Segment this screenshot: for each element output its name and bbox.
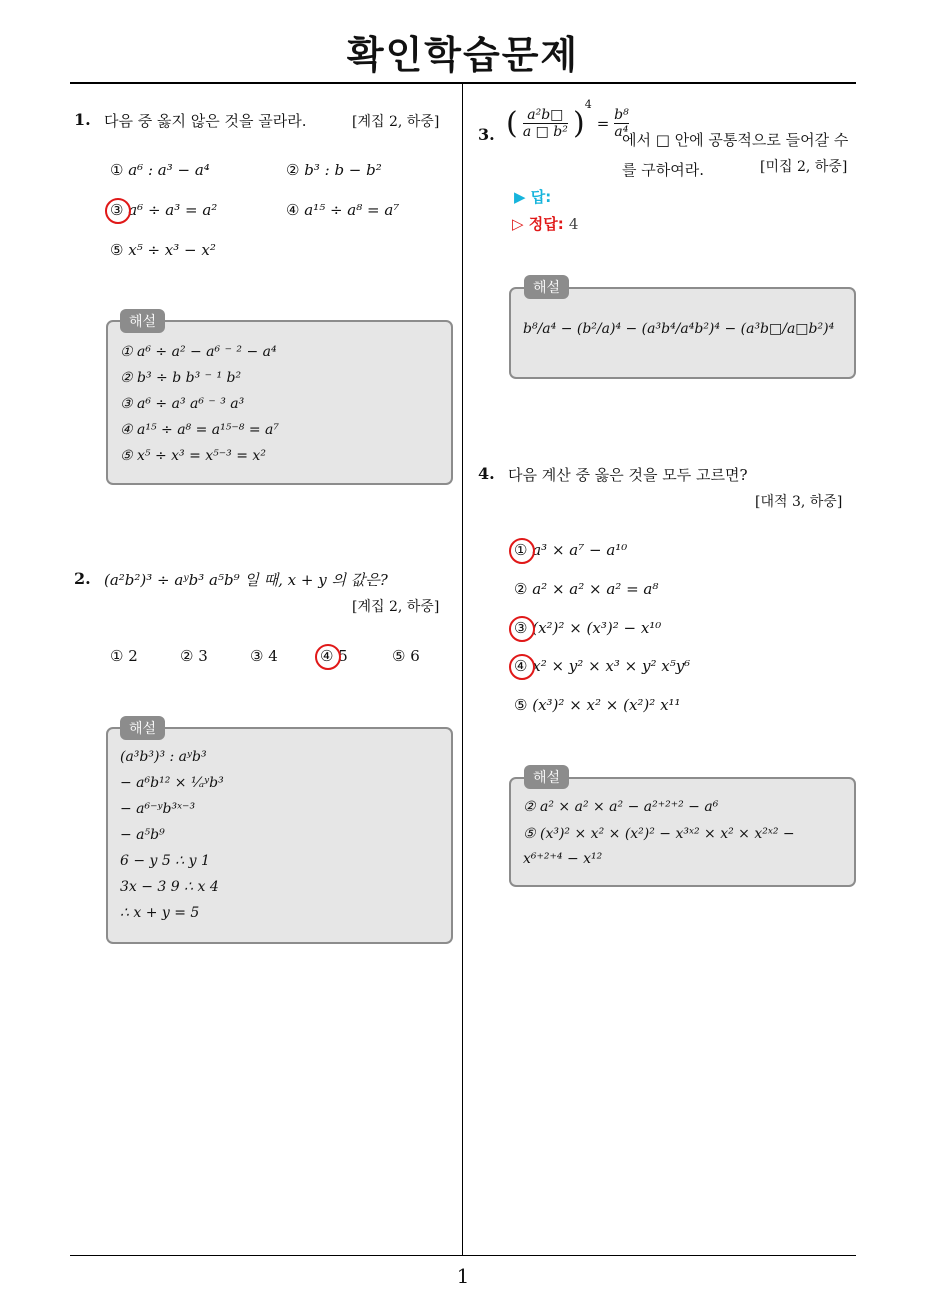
q2-number: 2. <box>74 569 91 588</box>
choice-mark: ② <box>180 647 194 665</box>
page-title: 확인학습문제 <box>346 33 580 77</box>
q3-exponent: 4 <box>584 97 592 111</box>
choice-expr: a⁶ ÷ a³ = a² <box>128 201 218 219</box>
choice-mark: ⑤ <box>110 241 124 259</box>
q1-explanation-box <box>106 320 453 485</box>
choice-mark: ② <box>286 161 300 179</box>
choice-value: 4 <box>268 647 278 665</box>
choice-mark: ③ <box>250 647 264 665</box>
correct-label: ▷ 정답: <box>512 215 564 233</box>
q2-choice-1[interactable] <box>110 647 138 665</box>
explanation-line: − a⁶⁻ʸb³ˣ⁻³ <box>120 801 196 817</box>
q2-explanation-label: 해설 <box>120 716 165 740</box>
bottom-rule <box>70 1255 856 1256</box>
choice-value: 6 <box>410 647 420 665</box>
explanation-line: ⑤ (x³)² × x² × (x²)² − x³ˣ² × x² × x²ˣ² − <box>523 826 795 842</box>
choice-mark: ① <box>110 647 124 665</box>
q3-correct-answer <box>512 213 578 234</box>
q3-explanation-label: 해설 <box>524 275 569 299</box>
q4-number: 4. <box>478 464 495 483</box>
q1-choice-5[interactable] <box>110 241 216 259</box>
q1-choice-1[interactable] <box>110 161 210 179</box>
explanation-line: ② b³ ÷ b b³ ⁻ ¹ b² <box>120 370 242 386</box>
q4-tag: [대적 3, 하중] <box>755 494 843 510</box>
q4-choice-5[interactable] <box>514 696 681 714</box>
choice-expr: x⁵ ÷ x³ − x² <box>128 241 216 259</box>
q3-number: 3. <box>478 125 495 144</box>
page-number: 1 <box>456 1264 470 1288</box>
choice-mark: ② <box>514 580 528 598</box>
q3-lhs-fraction <box>523 107 568 140</box>
q1-choice-3[interactable] <box>110 201 217 219</box>
q3-tag: [미집 2, 하중] <box>760 159 848 175</box>
selected-choice-mark: ③ <box>514 619 528 637</box>
q3-equation: ( $\frac{\text{a²b□}}{\text{a □ b²}}$ )$^4$ = $\frac{\text{b⁸}}{\text{a⁴}}$ <box>506 97 629 141</box>
choice-expr: a¹⁵ ÷ a⁸ = a⁷ <box>304 201 400 219</box>
top-rule <box>70 82 856 84</box>
explanation-line: x⁶⁺²⁺⁴ − x¹² <box>523 851 603 867</box>
q2-text: (a²b²)³ ÷ aʸb³ a⁵b⁹ 일 때, x + y 의 값은? <box>104 571 388 589</box>
q2-choice-2[interactable] <box>180 647 208 665</box>
q3-text: 에서 □ 안에 공통적으로 들어갈 수를 구하여라. <box>622 131 849 179</box>
q4-choice-3[interactable] <box>514 619 661 637</box>
q2-tag: [계집 2, 하중] <box>352 599 440 615</box>
explanation-line: 6 − y 5 ∴ y 1 <box>120 853 210 869</box>
q2-explanation-box <box>106 727 453 944</box>
choice-value: 2 <box>128 647 138 665</box>
choice-mark: ① <box>110 161 124 179</box>
choice-expr: a⁶ : a³ − a⁴ <box>128 161 210 179</box>
explanation-line: 3x − 3 9 ∴ x 4 <box>120 879 219 895</box>
explanation-line: b⁸/a⁴ − (b²/a)⁴ − (a³b⁴/a⁴b²)⁴ − (a³b□/a□b²)⁴ <box>523 321 835 337</box>
q3-explanation-box <box>509 287 856 379</box>
q2-choice-3[interactable] <box>250 647 278 665</box>
q1-tag: [계집 2, 하중] <box>352 114 440 130</box>
q1-explanation-label: 해설 <box>120 309 165 333</box>
explanation-line: (a³b³)³ : aʸb³ <box>120 749 207 765</box>
choice-value: 3 <box>198 647 208 665</box>
q3-lhs-denominator: a □ b² <box>522 124 568 140</box>
q4-explanation-label: 해설 <box>524 765 569 789</box>
selected-choice-mark: ③ <box>110 201 124 219</box>
choice-expr: b³ : b − b² <box>304 161 382 179</box>
choice-mark: ⑤ <box>392 647 406 665</box>
q4-explanation-box <box>509 777 856 887</box>
choice-mark: ⑤ <box>514 696 528 714</box>
q3-lhs-numerator: a²b□ <box>527 107 564 123</box>
choice-mark: ④ <box>286 201 300 219</box>
choice-value: 5 <box>338 647 348 665</box>
q3-answer-label: ▶ 답: <box>514 188 552 206</box>
selected-choice-mark: ④ <box>514 657 528 675</box>
choice-expr: a³ × a⁷ − a¹⁰ <box>532 541 628 559</box>
explanation-line: − a⁵b⁹ <box>120 827 165 843</box>
q3-rhs-denominator: a⁴ <box>614 124 629 140</box>
selected-choice-mark: ① <box>514 541 528 559</box>
explanation-line: ⑤ x⁵ ÷ x³ = x⁵⁻³ = x² <box>120 448 266 464</box>
q4-text: 다음 계산 중 옳은 것을 모두 고르면? <box>508 466 748 484</box>
selected-choice-mark: ④ <box>320 647 334 665</box>
q4-choice-4[interactable] <box>514 657 690 675</box>
choice-expr: a² × a² × a² = a⁸ <box>532 580 659 598</box>
choice-expr: (x²)² × (x³)² − x¹⁰ <box>532 619 662 637</box>
choice-expr: (x³)² × x² × (x²)² x¹¹ <box>532 696 681 714</box>
explanation-line: − a⁶b¹² × ¹⁄ₐʸb³ <box>120 775 224 791</box>
explanation-line: ∴ x + y = 5 <box>120 905 200 921</box>
explanation-line: ③ a⁶ ÷ a³ a⁶ ⁻ ³ a³ <box>120 396 245 412</box>
explanation-line: ② a² × a² × a² − a²⁺²⁺² − a⁶ <box>523 799 719 815</box>
choice-expr: x² × y² × x³ × y² x⁵y⁶ <box>532 657 691 675</box>
explanation-line: ① a⁶ ÷ a² − a⁶ ⁻ ² − a⁴ <box>120 344 277 360</box>
q1-number: 1. <box>74 110 91 129</box>
q4-choice-1[interactable] <box>514 541 627 559</box>
q2-choice-5[interactable] <box>392 647 420 665</box>
q1-choice-2[interactable] <box>286 161 382 179</box>
q1-choice-4[interactable] <box>286 201 399 219</box>
q3-rhs-numerator: b⁸ <box>614 107 629 123</box>
explanation-line: ④ a¹⁵ ÷ a⁸ = a¹⁵⁻⁸ = a⁷ <box>120 422 279 438</box>
q1-text: 다음 중 옳지 않은 것을 골라라. <box>104 112 307 130</box>
correct-value: 4 <box>568 215 579 233</box>
column-divider <box>462 84 463 1256</box>
q4-choice-2[interactable] <box>514 580 658 598</box>
q2-choice-4[interactable] <box>320 647 348 665</box>
